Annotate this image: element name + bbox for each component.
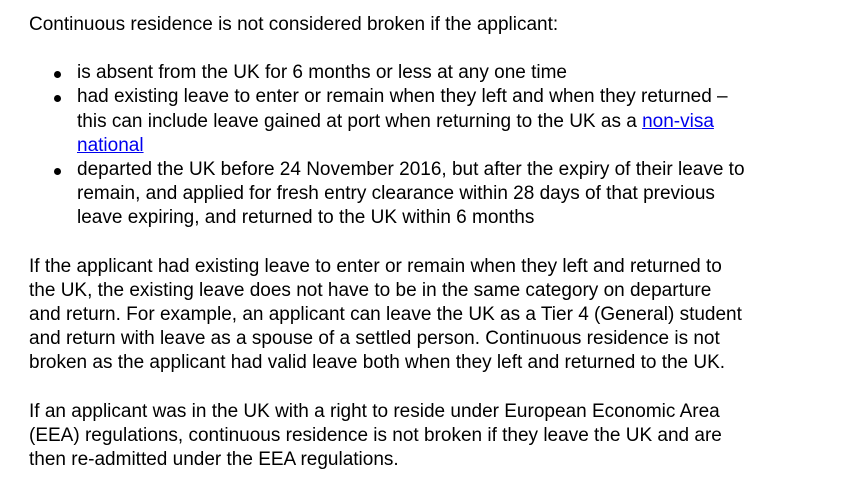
bullet-text: is absent from the UK for 6 months or less at any one time — [77, 62, 568, 84]
bullet-text: had existing leave to enter or remain when they left and when they returned – — [77, 86, 728, 108]
bullet-item-existing-leave — [29, 85, 849, 158]
paragraph-line: If the applicant had existing leave to enter or remain when they left and returned to — [29, 255, 722, 277]
paragraph-line: If an applicant was in the UK with a right to reside under European Economic Area — [29, 400, 720, 422]
paragraph-line: and return with leave as a spouse of a settled person. Continuous residence is not — [29, 328, 720, 350]
bullet-text-with-link-continued — [77, 134, 849, 158]
eea-paragraph — [29, 400, 849, 473]
bullet-list — [29, 61, 849, 230]
paragraph-line: (EEA) regulations, continuous residence is not broken if they leave the UK and are — [29, 424, 722, 446]
bullet-icon — [54, 168, 61, 175]
paragraph-line: and return. For example, an applicant can leave the UK as a Tier 4 (General) student — [29, 304, 742, 326]
bullet-text-with-link — [77, 110, 849, 134]
intro-paragraph: Continuous residence is not considered broken if the applicant: — [29, 14, 559, 35]
existing-leave-paragraph — [29, 255, 849, 376]
paragraph-spacer — [29, 376, 849, 400]
non-visa-national-link[interactable]: non-visa — [642, 110, 714, 132]
bullet-text: remain, and applied for fresh entry clearance within 28 days of that previous — [77, 183, 715, 205]
bullet-icon — [54, 71, 61, 78]
bullet-text: departed the UK before 24 November 2016, but after the expiry of their leave to — [77, 159, 745, 181]
bullet-text: leave expiring, and returned to the UK within 6 months — [77, 207, 535, 229]
bullet-icon — [54, 95, 61, 102]
document-body — [29, 13, 849, 472]
non-visa-national-link-continued[interactable]: national — [77, 134, 144, 156]
paragraph-line: then re-admitted under the EEA regulations. — [29, 449, 399, 471]
bullet-item-departed — [29, 158, 849, 231]
bullet-item-absence — [29, 61, 849, 85]
bullet-text: this can include leave gained at port when returning to the UK as a — [77, 110, 643, 132]
paragraph-line: the UK, the existing leave does not have to be in the same category on departure — [29, 279, 712, 301]
paragraph-line: broken as the applicant had valid leave both when they left and returned to the UK. — [29, 352, 726, 374]
